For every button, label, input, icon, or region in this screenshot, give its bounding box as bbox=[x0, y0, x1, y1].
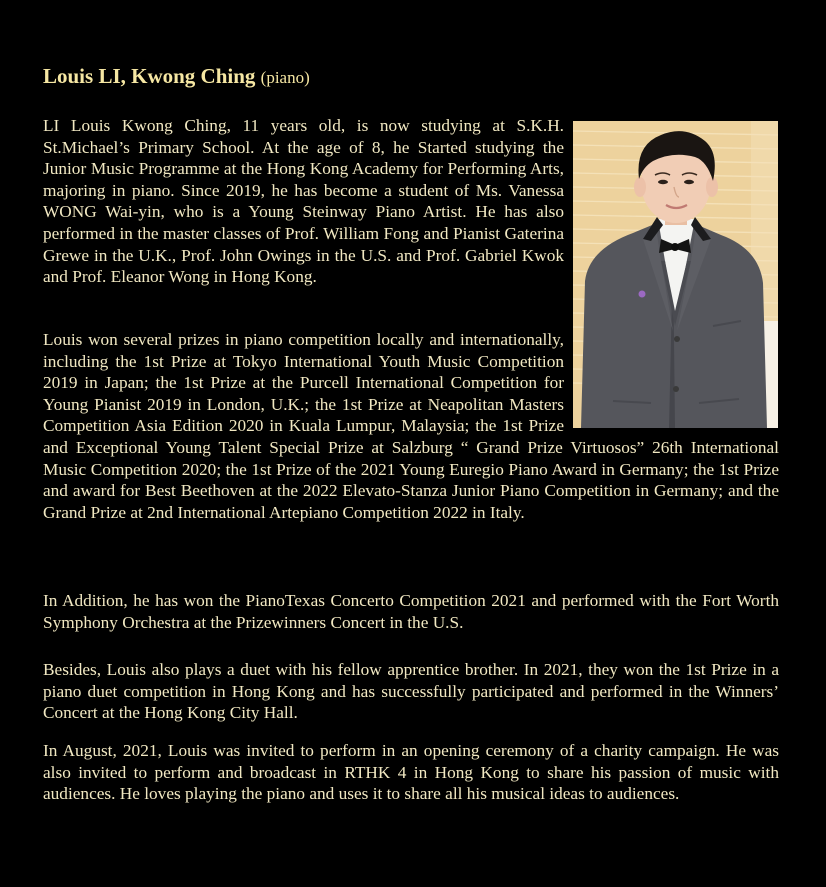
bio-line: In Addition, he has won the PianoTexas Concerto Competition 2021 and performed with bbox=[43, 591, 671, 610]
bio-line: is a Young Steinway Piano Artist. He has also performed in bbox=[43, 202, 564, 243]
instrument-label: (piano) bbox=[260, 68, 310, 87]
bio-paragraph-education bbox=[43, 115, 564, 288]
bio-line: he has become a student of Ms. Vanessa WONG Wai-yin, who bbox=[43, 180, 564, 222]
photo-wrap-space bbox=[564, 329, 779, 429]
bio-paragraph-pianotexas bbox=[43, 590, 779, 633]
bio-line: In August, 2021, Louis was invited to perform in an opening ceremony of a charity bbox=[43, 741, 643, 760]
bio-paragraph-duet bbox=[43, 659, 779, 724]
bio-line: Talent Special Prize at Salzburg “ Grand Prize Virtuosos” 26th International Music bbox=[43, 437, 779, 479]
bio-line: Competition 2020; the 1st Prize of the 2021 Young Euregio Piano Award in Germany; bbox=[90, 459, 689, 479]
bio-paragraph-prizes bbox=[43, 329, 779, 523]
bio-line: Besides, Louis also plays a duet with his fellow apprentice brother. In 2021, they won the bbox=[43, 660, 680, 679]
bio-text bbox=[43, 740, 779, 805]
bio-line: Academy for Performing Arts, majoring in piano. Since 2019, bbox=[43, 159, 565, 200]
bio-line: internationally, including the 1st Prize at Tokyo International bbox=[43, 330, 564, 371]
bio-line: Competition in Germany; and the Grand Prize at 2nd International Artepiano bbox=[43, 481, 779, 522]
bio-line: studying the Junior Music Programme at the Hong Kong bbox=[43, 137, 564, 179]
bio-line: the Fort Worth Symphony Orchestra at the Prizewinners Concert in the U.S. bbox=[43, 591, 780, 632]
bio-line: share his passion of music with audiences. He loves playing the piano and uses it to bbox=[43, 762, 779, 804]
bio-line: Purcell International Competition for Young Pianist 2019 in bbox=[43, 373, 565, 414]
bio-line: Asia Edition 2020 in Kuala Lumpur, Malaysia; the 1st Prize and Exceptional Young bbox=[43, 416, 564, 457]
bio-line: London, U.K.; the 1st Prize at Neapolitan Masters Competition bbox=[43, 394, 565, 436]
bio-line: the master classes of Prof. William Fong and Pianist Gaterina bbox=[137, 223, 565, 243]
bio-text bbox=[43, 659, 779, 724]
performer-name: Louis LI, Kwong Ching bbox=[43, 64, 256, 88]
bio-line: Grewe in the U.K., Prof. John Owings in the U.S. and Prof. bbox=[43, 245, 461, 265]
bio-line: LI Louis Kwong Ching, 11 years old, is now studying at S.K.H. bbox=[43, 116, 564, 135]
bio-line: share all his musical ideas to audiences. bbox=[404, 784, 680, 804]
bio-line: the 1st Prize and award for Best Beethoven at the 2022 Elevato-Stanza Junior Piano bbox=[43, 459, 780, 501]
bio-line: St.Michael’s Primary School. At the age of 8, he Started bbox=[43, 137, 467, 157]
bio-line: campaign. He was also invited to perform and broadcast in RTHK 4 in Hong Kong to bbox=[43, 741, 780, 782]
bio-line: and performed in the Winners’ Concert at the Hong Kong City Hall. bbox=[43, 681, 779, 723]
bio-text bbox=[43, 115, 564, 288]
bio-line: Youth Music Competition 2019 in Japan; the 1st Prize at the bbox=[43, 351, 564, 393]
bio-text bbox=[43, 590, 779, 633]
bio-line: Competition 2022 in Italy. bbox=[342, 502, 525, 522]
bio-paragraph-charity bbox=[43, 740, 779, 805]
performer-name-heading bbox=[43, 63, 310, 91]
bio-line: Louis won several prizes in piano competition locally and bbox=[43, 330, 455, 349]
bio-line: 1st Prize in a piano duet competition in Hong Kong and has successfully participated bbox=[43, 660, 779, 701]
bio-line: Gabriel Kwok and Prof. Eleanor Wong in Hong Kong. bbox=[43, 245, 564, 287]
